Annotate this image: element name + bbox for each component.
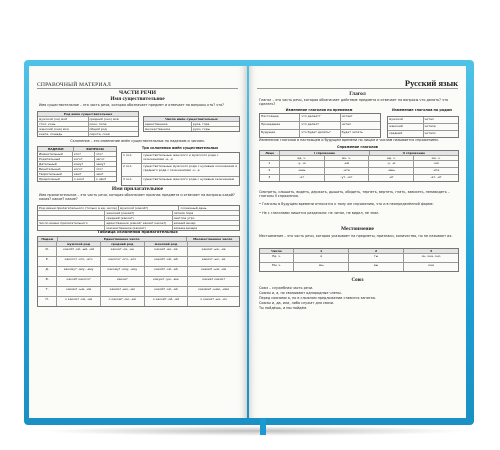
conj-cell: 2 bbox=[260, 168, 280, 174]
adj-cell: средний (какое?) bbox=[105, 216, 172, 220]
verb-exceptions: Смотреть, слышать, видеть, держать, дышать, обидеть, терпеть, вертеть, гнать, зависеть, ненавидеть – глаголы II спряжения. bbox=[259, 190, 450, 199]
cases-header: ПАДЕЖИ bbox=[38, 147, 74, 151]
declension-text: существительные мужского рода с нулевым окончанием и среднего рода с окончаниями -о, -е bbox=[143, 164, 238, 172]
conj-cell: -ут, -ют bbox=[325, 175, 370, 181]
adj-decl-cell: какой? -ой, -ей bbox=[145, 287, 189, 296]
conjunction-line-2: Союзы и, а, но связывают однородные члены. bbox=[259, 291, 342, 295]
tense-cell: будет читать bbox=[341, 130, 363, 134]
parts-of-speech-title: ЧАСТИ РЕЧИ bbox=[119, 90, 156, 96]
number-cell: руки, горы bbox=[193, 127, 211, 131]
adj-decl-cell: какими? -ыми, -ими bbox=[198, 287, 230, 291]
conjunction-line-5: Ты пойдёшь, и мы пойдём. bbox=[259, 306, 308, 310]
adj-decl-cell: о каком? -ом, -ем bbox=[57, 297, 101, 306]
number-cell: единственное bbox=[144, 122, 192, 126]
conj-cell: 3 bbox=[260, 175, 280, 181]
verb-bullet-1: • Глаголы в будущем времени относятся к тому же спряжению, что и в неопределённой форме. bbox=[259, 202, 434, 206]
gender-cell: стол, конь bbox=[38, 122, 89, 126]
left-page-header bbox=[37, 74, 238, 89]
form-table-title: Изменение глаголов по родам bbox=[392, 108, 452, 112]
adj-cell: зимний вечер bbox=[173, 221, 196, 225]
case-q: чем? bbox=[95, 172, 104, 176]
conj-header: I спряжение bbox=[280, 151, 369, 155]
case-q: кем? bbox=[73, 172, 95, 176]
case-q: что? bbox=[95, 152, 103, 156]
conj-sub: ед. ч. bbox=[280, 156, 325, 160]
adj-cell: солнечный день bbox=[180, 206, 207, 210]
pron-cell: ты bbox=[349, 254, 404, 262]
left-page bbox=[29, 66, 247, 418]
adj-decl-cell: о каком? -ом, -ем bbox=[101, 297, 145, 306]
adjective-intro: Имя прилагательное – это часть речи, которая обозначает признак предмета и отвечает на вопросы какой? какая? какое? какие? bbox=[39, 193, 235, 202]
conjugation-title: Спряжение глаголов bbox=[337, 145, 378, 149]
case-q: чему? bbox=[95, 162, 106, 166]
right-page bbox=[249, 66, 466, 418]
adj-cell: единственное (какой? какая? какое?) bbox=[105, 221, 172, 225]
adj-cell bbox=[38, 216, 105, 220]
adj-cell: Род имени прилагательного (только в ед. числе) bbox=[39, 206, 117, 210]
adj-declension-title: Таблица склонения прилагательных bbox=[97, 229, 178, 234]
conj-cell: -ете bbox=[325, 168, 370, 174]
conj-sub: мн. ч. bbox=[431, 156, 441, 160]
tense-cell: что делал? bbox=[300, 122, 340, 129]
adj-decl-case: Т. bbox=[38, 287, 57, 296]
pron-cell: вы bbox=[349, 263, 404, 271]
conjunction-line-1: Союз – служебная часть речи. bbox=[259, 286, 314, 290]
adj-cell: светлое утро bbox=[173, 216, 195, 220]
adj-decl-cell: каким? -ым, -им bbox=[57, 287, 101, 296]
tense-cell: что делает? bbox=[300, 114, 340, 121]
adj-decl-cell: какой? -ой, -ей bbox=[145, 267, 189, 276]
pron-cell: мы bbox=[294, 263, 349, 271]
tense-cell: что будет делать? bbox=[300, 130, 340, 137]
tense-table bbox=[259, 113, 381, 138]
adj-decl-cell: какой? -ой, -ый, -ий bbox=[57, 247, 101, 256]
adj-decl-case: П. bbox=[38, 297, 57, 306]
adj-decl-cell: какого? -ого, -его bbox=[57, 257, 101, 266]
pron-header: 1 bbox=[294, 249, 349, 253]
case-q: о чём? bbox=[95, 177, 107, 181]
cases-table bbox=[37, 146, 117, 182]
verb-title: Глагол bbox=[349, 91, 366, 97]
noun-title: Имя существительное bbox=[110, 96, 165, 102]
conj-cell: -ит bbox=[369, 175, 414, 181]
adj-decl-cell: каким? -ым, -им bbox=[201, 267, 227, 271]
pron-header: 3 bbox=[429, 249, 433, 253]
case-q: что? bbox=[95, 167, 103, 171]
number-table bbox=[143, 116, 240, 132]
conj-cell: -ат, -ят bbox=[430, 175, 442, 179]
tense-cell: Настоящее bbox=[260, 114, 300, 121]
pron-cell: он, она, оно bbox=[421, 254, 441, 258]
adj-decl-header: Множественное число bbox=[193, 237, 233, 241]
adj-decl-cell: каким? -ым, -им bbox=[101, 287, 145, 296]
tense-cell: читал bbox=[341, 122, 351, 126]
right-page-header bbox=[257, 74, 458, 89]
number-cell: рука, гора bbox=[193, 122, 210, 126]
adj-cell: множественное (какие?) bbox=[105, 226, 172, 230]
adj-decl-cell: какой? -ой, -ей bbox=[145, 257, 189, 266]
form-cell: читала bbox=[424, 124, 436, 128]
form-table bbox=[387, 116, 459, 138]
verb-bullet-2: • Не с глаголами пишется раздельно: не читал, не видел, не знал. bbox=[259, 211, 380, 215]
pron-cell: Ед. ч. bbox=[260, 254, 294, 262]
conj-sub: ед. ч. bbox=[369, 156, 414, 160]
conj-cell: 1 bbox=[260, 161, 280, 167]
adj-decl-cell: о какой? -ой, -ей bbox=[145, 297, 189, 306]
verb-bullet-1-text: Глаголы в будущем времени относятся к тому же спряжению, что и в неопределённой форме. bbox=[262, 202, 434, 206]
case-name: Родительный bbox=[38, 157, 73, 161]
case-q: кого? bbox=[73, 167, 95, 171]
declensions-title: Три склонения имён существительных bbox=[141, 146, 219, 150]
declension-text: существительные женского рода с нулевым окончанием bbox=[143, 177, 235, 181]
form-cell: читал bbox=[424, 117, 434, 121]
adj-decl-cell: о каких? -ых, -их bbox=[200, 297, 227, 301]
declension-label: 1 скл. bbox=[122, 153, 142, 163]
adj-cell: зимние вечера bbox=[173, 226, 198, 230]
conjugation-note: Изменение глаголов в настоящем и будущем времени по лицам и числам называется спряжением. bbox=[259, 138, 439, 142]
gender-cell: общий род bbox=[89, 127, 107, 131]
conj-cell: -ешь bbox=[280, 168, 325, 174]
gender-cell: окно, поле bbox=[89, 122, 107, 126]
pron-header: 2 bbox=[349, 249, 404, 253]
adj-decl-cell: какое? -ое, -ее bbox=[101, 247, 145, 256]
adj-decl-cell: какие? -ые, -ие bbox=[201, 247, 226, 251]
adj-decl-header: Падеж bbox=[38, 237, 58, 241]
questions-header: ВОПРОСЫ bbox=[86, 147, 104, 151]
declension-label: 2 скл. bbox=[122, 164, 142, 176]
adj-cell: летняя пора bbox=[173, 211, 194, 215]
adj-decl-cell: какую? -ую, -юю bbox=[145, 277, 189, 286]
gender-table-title: Род имён существительных bbox=[63, 112, 113, 116]
tense-table-title: Изменение глаголов по временам bbox=[285, 108, 353, 112]
notebook-shadow bbox=[40, 426, 470, 436]
adj-decl-case: Р. bbox=[38, 257, 57, 266]
pron-cell: они bbox=[428, 263, 434, 267]
subject-title: Русский язык bbox=[404, 78, 458, 88]
gender-cell: книга, лошадь bbox=[38, 132, 89, 136]
adj-decl-header: мужской род bbox=[57, 242, 101, 246]
adj-cell: мужской (какой?) bbox=[119, 206, 180, 210]
case-name: Творительный bbox=[38, 172, 73, 176]
case-name: Дательный bbox=[38, 162, 73, 166]
noun-intro: Имя существительное – это часть речи, которая обозначает предмет и отвечает на вопросы кто? что? bbox=[39, 103, 224, 107]
case-name: Винительный bbox=[38, 167, 73, 171]
adj-decl-case: И. bbox=[38, 247, 57, 256]
pron-cell: Мн. ч. bbox=[260, 263, 294, 271]
tense-cell: Прошедшее bbox=[260, 122, 300, 129]
conj-cell: -ите bbox=[432, 168, 440, 172]
declension-label: 3 скл. bbox=[122, 177, 142, 185]
number-cell: множественное bbox=[144, 127, 192, 131]
gender-cell: средний (оно) моё bbox=[89, 117, 119, 121]
adj-decl-cell: каких? -ых, -их bbox=[201, 257, 226, 261]
adj-decl-cell: какие? каких? bbox=[202, 277, 225, 281]
tense-cell: читает bbox=[341, 114, 353, 118]
verb-bullet-2-text: Не с глаголами пишется раздельно: не читал, не видел, не знал. bbox=[262, 211, 380, 215]
conjunction-title: Союз bbox=[351, 278, 364, 283]
conj-header: II спряжение bbox=[402, 151, 426, 155]
verb-intro: Глагол – это часть речи, которая обозначает действие предмета и отвечает на вопросы что делать? что сделать? bbox=[259, 98, 449, 107]
case-q: чего? bbox=[95, 157, 105, 161]
conjugation-table bbox=[259, 150, 459, 182]
case-name: Предложный bbox=[38, 177, 73, 181]
conj-cell: -у, -ю bbox=[280, 161, 325, 167]
gender-cell: мужской (он) мой bbox=[38, 117, 89, 121]
conj-cell: -ем bbox=[325, 161, 370, 167]
pronoun-intro: Местоимение – это часть речи, которая указывает на предметы, признаки, количество, но не называет их. bbox=[259, 234, 453, 238]
conj-sub: мн. ч. bbox=[325, 156, 370, 160]
pron-header: Число bbox=[260, 249, 294, 253]
gender-table bbox=[37, 111, 139, 137]
conj-cell: -ет bbox=[280, 175, 325, 181]
case-q: кого? bbox=[73, 157, 95, 161]
pronoun-title: Местоимение bbox=[341, 226, 374, 232]
gender-cell: женский (она) моя bbox=[38, 127, 89, 131]
declensions-table bbox=[121, 152, 240, 186]
adj-decl-cell: какая? -ая, -яя bbox=[145, 247, 189, 256]
adj-decl-header: средний род bbox=[101, 242, 145, 246]
adjective-table bbox=[37, 205, 240, 231]
reference-label: СПРАВОЧНЫЙ МАТЕРИАЛ bbox=[37, 82, 111, 88]
pronoun-table bbox=[259, 248, 459, 272]
adj-decl-cell: какому? -ому, -ему bbox=[57, 267, 101, 276]
conj-header: Лицо bbox=[260, 151, 280, 155]
case-q: о ком? bbox=[73, 177, 95, 181]
conjunction-line-3: Перед союзами а, но в сложном предложении ставится запятая. bbox=[259, 296, 376, 300]
conj-cell: -у, -ю bbox=[369, 161, 414, 167]
adjective-title: Имя прилагательное bbox=[111, 186, 164, 192]
adj-decl-case: В. bbox=[38, 277, 57, 286]
adj-cell: женский (какая?) bbox=[105, 211, 172, 215]
number-table-title: Число имён существительных bbox=[165, 117, 218, 121]
tense-cell: Будущее bbox=[260, 130, 300, 137]
adj-decl-case: Д. bbox=[38, 267, 57, 276]
adj-decl-cell: какому? -ому, -ему bbox=[101, 267, 145, 276]
form-cell: средний bbox=[388, 131, 424, 137]
adj-decl-cell: какой? какого? bbox=[57, 277, 101, 286]
adj-declension-table bbox=[37, 236, 240, 307]
adj-decl-subheader: Единственное число bbox=[58, 237, 187, 241]
case-q: кто? bbox=[73, 152, 95, 156]
pron-cell: я bbox=[294, 254, 349, 262]
adj-decl-header: женский род bbox=[145, 242, 189, 246]
declension-text: существительные женского и мужского рода с окончаниями -а, -я bbox=[143, 153, 219, 161]
adj-cell bbox=[38, 211, 105, 215]
adj-decl-cell: какого? -ого, -его bbox=[101, 257, 145, 266]
form-cell: женский bbox=[388, 124, 424, 130]
conjunction-line-4: Союзы и, да, или, либо служат для связи. bbox=[259, 301, 334, 305]
case-name: Именительный bbox=[38, 152, 73, 156]
declension-note: Склонение – это изменение имён существительных по падежам и числам. bbox=[70, 139, 205, 143]
adj-cell: Число имени прилагательного bbox=[38, 221, 105, 225]
conj-cell: -ишь bbox=[369, 168, 414, 174]
case-q: кому? bbox=[73, 162, 95, 166]
conj-cell: -им bbox=[433, 161, 439, 165]
adj-decl-cell: какое? bbox=[101, 277, 145, 286]
form-cell: читало bbox=[424, 131, 436, 135]
form-cell: мужской bbox=[388, 117, 424, 123]
gender-cell: сирота, соня bbox=[89, 132, 110, 136]
